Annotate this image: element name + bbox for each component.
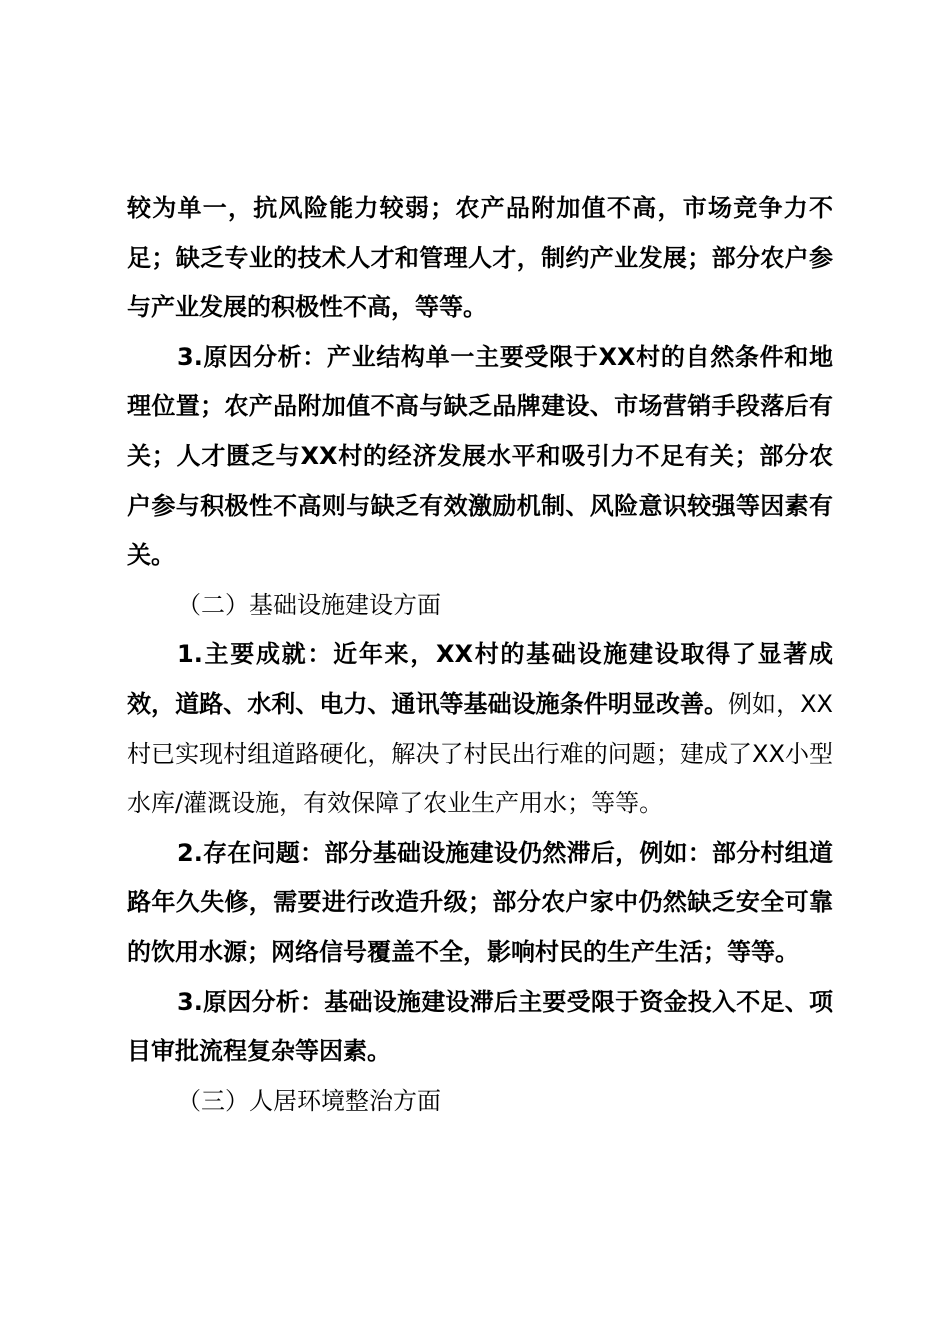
paragraph-infrastructure-problems: 2.存在问题：部分基础设施建设仍然滞后，例如：部分村组道路年久失修，需要进行改造升级；部分农户家中仍然缺乏安全可靠的饮用水源；网络信号覆盖不全，影响村民的生产生活；等等。	[127, 838, 833, 966]
section-heading-living-environment: （三）人居环境整治方面	[177, 1086, 441, 1115]
achievements-examples: 例如，XX村已实现村组道路硬化，解决了村民出行难的问题；建成了XX小型水库/灌溉设施，有效保障了农业生产用水；等等。	[127, 689, 834, 818]
achievements-summary: 1.主要成就：近年来，XX村的基础设施建设取得了显著成效，道路、水利、电力、通讯等基础设施条件明显改善。	[127, 640, 833, 718]
paragraph-industry-problems-continued: 较为单一，抗风险能力较弱；农产品附加值不高，市场竞争力不足；缺乏专业的技术人才和管理人才，制约产业发展；部分农户参与产业发展的积极性不高，等等。	[127, 194, 833, 322]
paragraph-infrastructure-achievements	[127, 630, 833, 828]
paragraph-infrastructure-cause-analysis: 3.原因分析：基础设施建设滞后主要受限于资金投入不足、项目审批流程复杂等因素。	[127, 987, 833, 1066]
section-heading-infrastructure: （二）基础设施建设方面	[177, 590, 441, 619]
document-page	[127, 184, 833, 1126]
paragraph-industry-cause-analysis: 3.原因分析：产业结构单一主要受限于XX村的自然条件和地理位置；农产品附加值不高与缺乏品牌建设、市场营销手段落后有关；人才匮乏与XX村的经济发展水平和吸引力不足有关；部分农户参与积极性不高则与缺乏有效激励机制、风险意识较强等因素有关。	[127, 342, 833, 570]
